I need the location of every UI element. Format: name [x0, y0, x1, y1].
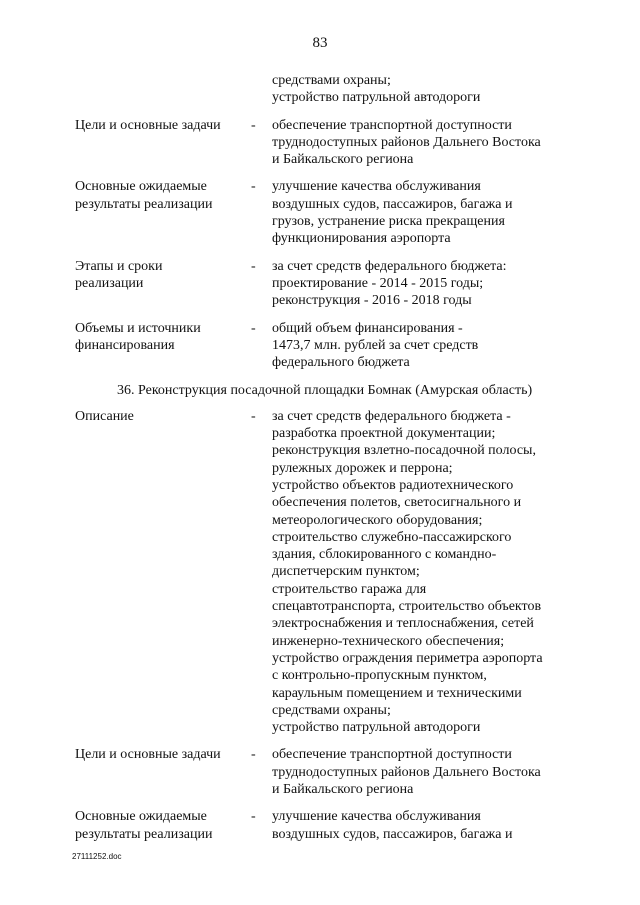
passport-row [75, 320, 575, 372]
row-label [75, 117, 251, 134]
value-line: труднодоступных районов Дальнего Востока [272, 134, 541, 150]
label-line: финансирования [75, 337, 175, 353]
value-line: инженерно-технического обеспечения; [272, 633, 505, 649]
value-line: с контрольно-пропускным пунктом, [272, 668, 487, 684]
value-line: строительство гаража для [272, 581, 427, 597]
label-line: результаты реализации [75, 826, 213, 842]
value-line: диспетчерским пунктом; [272, 564, 420, 580]
label-line: Этапы и сроки [75, 258, 163, 274]
dash-separator: - [251, 320, 256, 336]
value-line: за счет средств федерального бюджета - [272, 408, 511, 424]
value-line: караульным помещением и техническими [272, 685, 522, 701]
row-label [75, 320, 251, 355]
passport-row [75, 178, 575, 247]
passport-row [75, 808, 575, 843]
row-value [272, 808, 575, 843]
value-line: общий объем финансирования - [272, 320, 463, 336]
value-line: обеспечения полетов, светосигнального и [272, 495, 522, 511]
dash-separator: - [251, 117, 256, 133]
label-line: реализации [75, 275, 144, 291]
value-line: спецавтотранспорта, строительство объектов [272, 599, 542, 615]
document-body [75, 72, 575, 843]
label-line: Цели и основные задачи [75, 117, 221, 133]
row-label [75, 746, 251, 763]
label-line: результаты реализации [75, 196, 213, 212]
passport-row [75, 117, 575, 169]
value-line: проектирование - 2014 - 2015 годы; [272, 275, 484, 291]
label-line: Основные ожидаемые [75, 809, 207, 825]
value-line: разработка проектной документации; [272, 426, 496, 442]
value-line: строительство служебно-пассажирского [272, 529, 512, 545]
row-label [75, 808, 251, 843]
section-heading: 36. Реконструкция посадочной площадки Бомнак (Амурская область) [117, 383, 533, 399]
value-line: реконструкция взлетно-посадочной полосы, [272, 443, 536, 459]
value-line: и Байкальского региона [272, 781, 414, 797]
row-value [272, 746, 575, 798]
dash-separator: - [251, 179, 256, 195]
value-line: обеспечение транспортной доступности [272, 117, 512, 133]
dash-separator: - [251, 809, 256, 825]
value-line: грузов, устранение риска прекращения [272, 214, 505, 230]
dash-separator: - [251, 747, 256, 763]
project-36-passport [75, 408, 575, 843]
label-line: Цели и основные задачи [75, 747, 221, 763]
row-value [272, 258, 575, 310]
value-line: устройство объектов радиотехнического [272, 477, 514, 493]
value-line: улучшение качества обслуживания [272, 179, 481, 195]
row-value [272, 178, 575, 247]
label-line: Описание [75, 408, 134, 424]
value-line: труднодоступных районов Дальнего Востока [272, 764, 541, 780]
value-line: метеорологического оборудования; [272, 512, 483, 528]
row-label [75, 408, 251, 425]
value-line: 1473,7 млн. рублей за счет средств [272, 337, 479, 353]
value-line: воздушных судов, пассажиров, багажа и [272, 196, 513, 212]
value-line: рулежных дорожек и перрона; [272, 460, 453, 476]
text-line: средствами охраны; [272, 73, 391, 88]
value-line: средствами охраны; [272, 702, 391, 718]
label-line: Основные ожидаемые [75, 179, 207, 195]
row-value [272, 320, 575, 372]
dash-separator: - [251, 408, 256, 424]
label-line: Объемы и источники [75, 320, 201, 336]
dash-separator: - [251, 258, 256, 274]
value-line: здания, сблокированного с командно- [272, 547, 497, 563]
passport-row [75, 746, 575, 798]
row-value [272, 117, 575, 169]
value-line: реконструкция - 2016 - 2018 годы [272, 293, 472, 309]
row-label [75, 258, 251, 293]
value-line: за счет средств федерального бюджета: [272, 258, 507, 274]
value-line: электроснабжения и теплоснабжения, сетей [272, 616, 534, 632]
value-line: устройство ограждения периметра аэропорта [272, 650, 543, 666]
value-line: устройство патрульной автодороги [272, 720, 481, 736]
value-line: федерального бюджета [272, 355, 410, 371]
value-line: функционирования аэропорта [272, 231, 451, 247]
passport-row [75, 408, 575, 737]
text-line: устройство патрульной автодороги [272, 90, 481, 106]
intro-continuation [75, 72, 575, 107]
footer-filename: 27111252.doc [72, 852, 122, 861]
value-line: и Байкальского региона [272, 152, 414, 168]
passport-row [75, 258, 575, 310]
project-35-passport [75, 117, 575, 372]
value-line: обеспечение транспортной доступности [272, 747, 512, 763]
row-label [75, 178, 251, 213]
value-line: улучшение качества обслуживания [272, 809, 481, 825]
page-number: 83 [312, 35, 328, 51]
row-value [272, 408, 575, 737]
value-line: воздушных судов, пассажиров, багажа и [272, 826, 513, 842]
